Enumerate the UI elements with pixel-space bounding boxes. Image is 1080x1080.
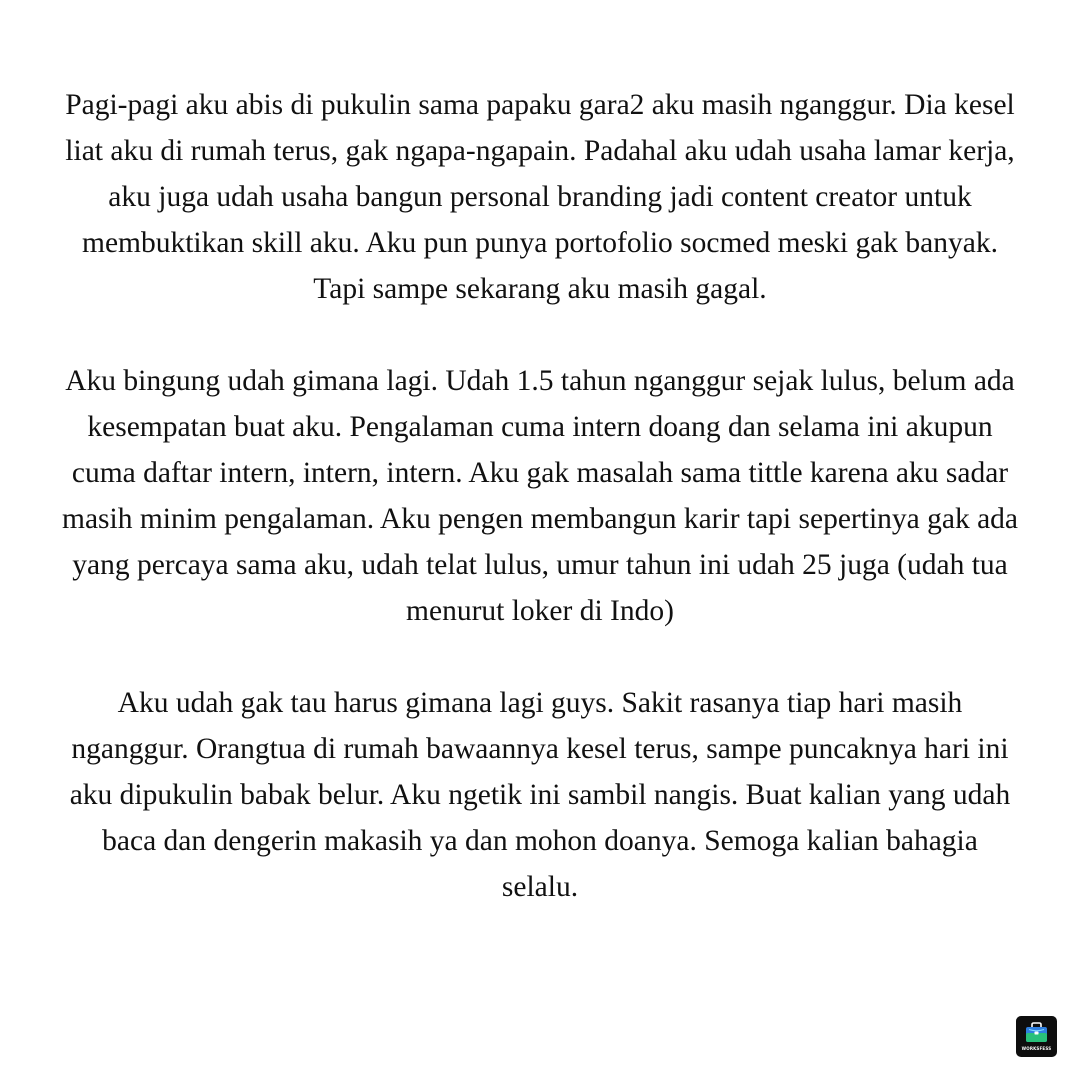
paragraph-3: Aku udah gak tau harus gimana lagi guys. Sakit rasanya tiap hari masih nganggur. Orangtua di rumah bawaannya kesel terus, sampe puncaknya hari ini aku dipukulin babak belur. Aku ngetik ini sambil nangis. Buat kalian yang udah baca dan dengerin makasih ya dan mohon doanya. Semoga kalian bahagia selalu. (69, 687, 1011, 903)
paragraph-2: Aku bingung udah gimana lagi. Udah 1.5 tahun nganggur sejak lulus, belum ada kesempatan buat aku. Pengalaman cuma intern doang dan selama ini akupun cuma daftar intern, intern, intern. Aku gak masalah sama tittle karena aku sadar masih minim pengalaman. Aku pengen membangun karir tapi sepertinya gak ada yang percaya sama aku, udah telat lulus, umur tahun ini udah 25 juga (udah tua menurut loker di Indo) (62, 365, 1019, 627)
worksfess-logo (1016, 1016, 1057, 1057)
logo-text: WORKSFESS (1021, 1046, 1052, 1051)
post-text (62, 82, 1018, 910)
paragraph-1: Pagi-pagi aku abis di pukulin sama papaku gara2 aku masih nganggur. Dia kesel liat aku di rumah terus, gak ngapa-ngapain. Padahal aku udah usaha lamar kerja, aku juga udah usaha bangun personal branding jadi content creator untuk membuktikan skill aku. Aku pun punya portofolio socmed meski gak banyak. Tapi sampe sekarang aku masih gagal. (65, 89, 1015, 305)
briefcase-icon (1024, 1021, 1049, 1044)
